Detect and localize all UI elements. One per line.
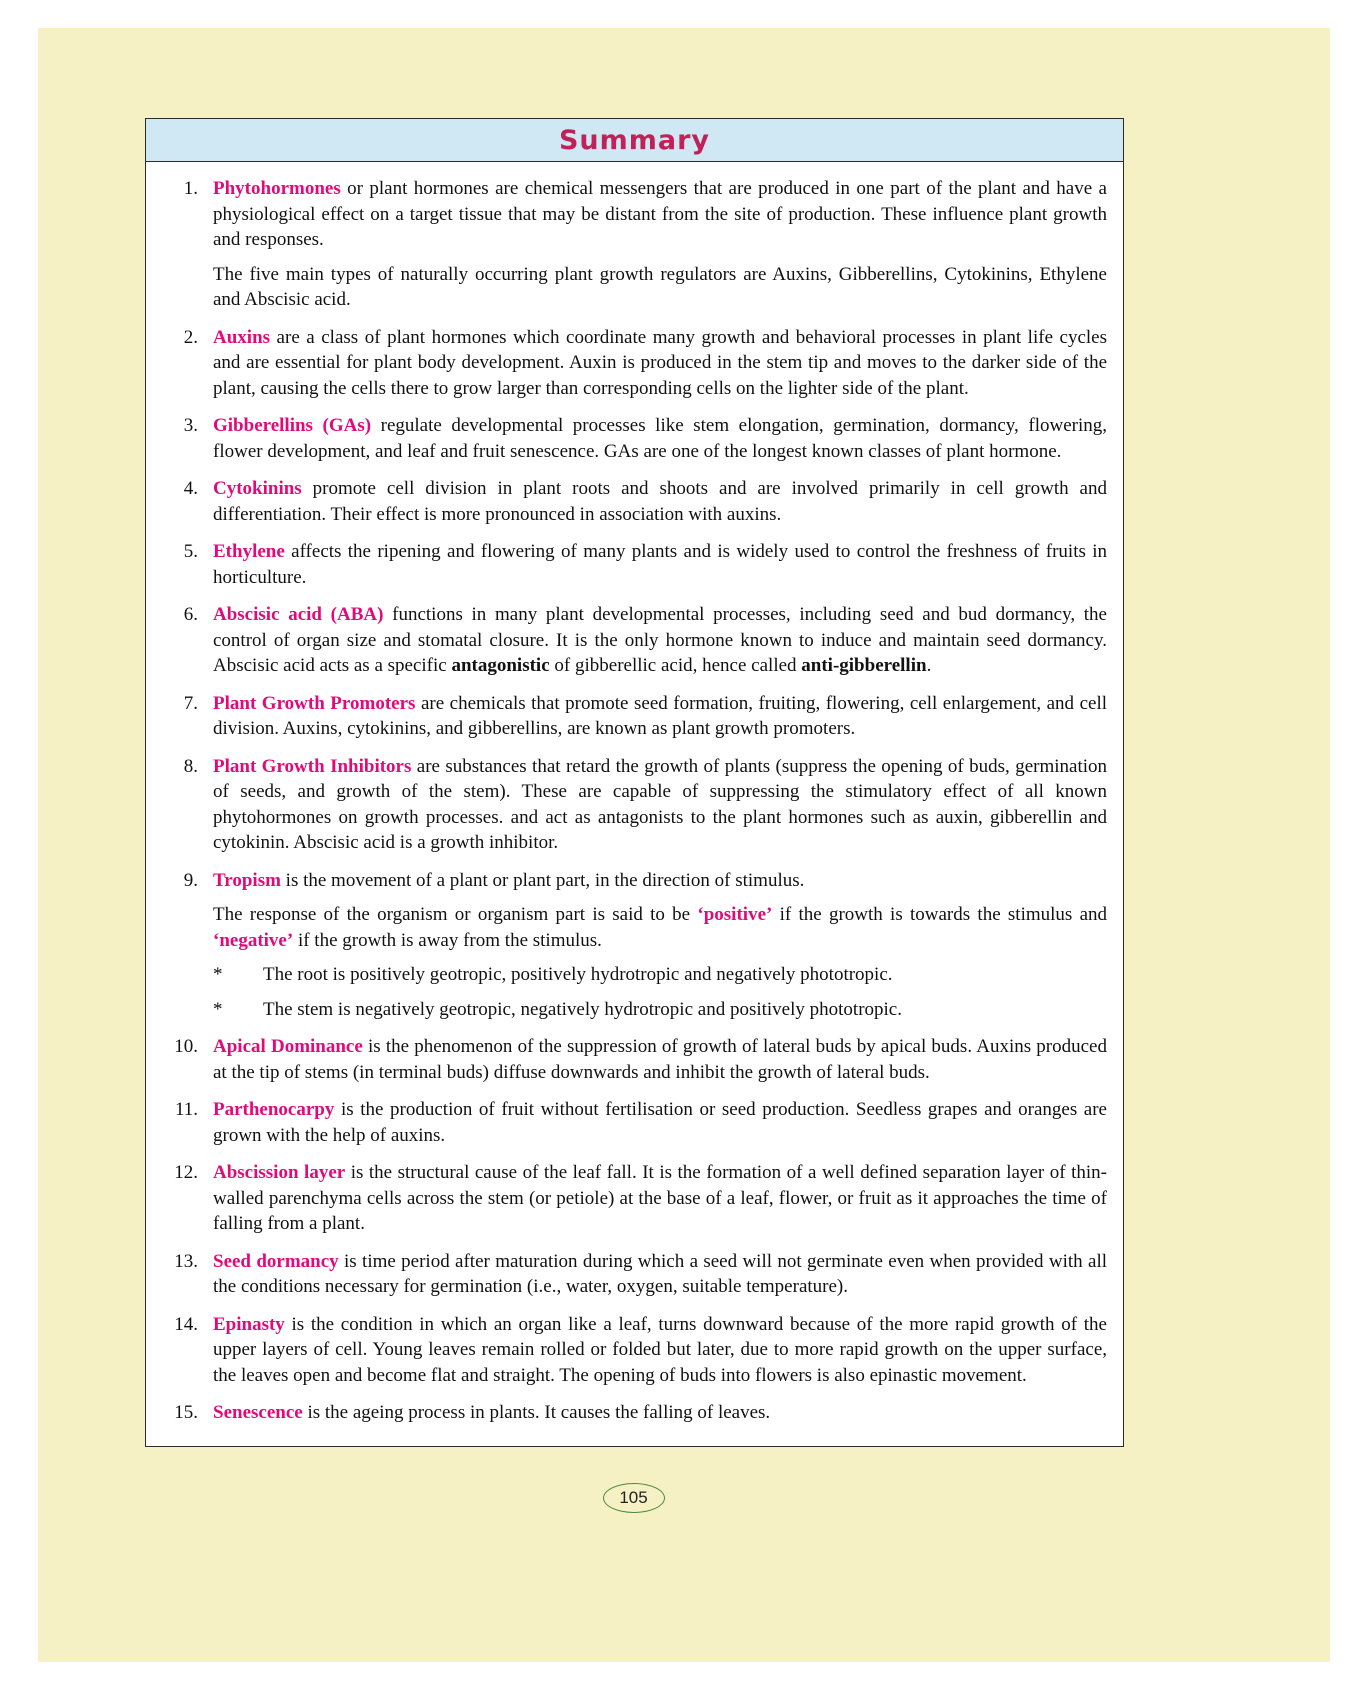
text-segment: is the condition in which an organ like a leaf, turns downward because of the more rapid growth of the upper layers of cell. Young leaves remain rolled or folded but later, due to more rapid growth on the upper surface, the leaves open and become flat and straight. The opening of buds into flowers is also epinastic movement. (213, 1313, 1107, 1386)
keyword-text: Cytokinins (213, 478, 302, 499)
summary-header (146, 119, 1123, 162)
item-body (213, 602, 1107, 679)
item-number: 10. (174, 1036, 198, 1057)
text-segment: are a class of plant hormones which coordinate many growth and behavioral processes in plant life cycles and are essential for plant body development. Auxin is produced in the stem tip and moves to the darker side of the plant, causing the cells there to grow larger than corresponding cells on the lighter side of the plant. (213, 326, 1107, 399)
item-body (213, 1249, 1107, 1300)
list-item (160, 413, 1107, 464)
summary-list (146, 162, 1123, 1446)
item-number: 8. (183, 755, 198, 777)
item-body (213, 1097, 1107, 1148)
item-paragraph (213, 902, 1107, 953)
list-item (160, 539, 1107, 590)
text-segment: of gibberellic acid, hence called (549, 655, 802, 676)
text-segment: regulate developmental processes like stem elongation, germination, dormancy, flowering, flower development, and leaf and fruit senescence. GAs are one of the longest known classes of plant hormone. (213, 415, 1107, 462)
item-paragraph (213, 476, 1107, 527)
item-paragraph (213, 1097, 1107, 1148)
item-paragraph (213, 539, 1107, 590)
text-segment: promote cell division in plant roots and shoots and are involved primarily in cell growth and differentiation. Their effect is more pronounced in association with auxins. (213, 478, 1107, 525)
list-item (160, 602, 1107, 679)
keyword-text: Gibberellins (GAs) (213, 415, 372, 436)
keyword-text: Tropism (213, 869, 281, 891)
item-number: 15. (174, 1402, 198, 1423)
item-number: 3. (183, 415, 198, 436)
summary-box (145, 118, 1124, 1447)
text-segment: affects the ripening and flowering of many plants and is widely used to control the freshness of fruits in horticulture. (213, 541, 1107, 588)
keyword-text: ‘positive’ (697, 904, 773, 925)
item-number: 11. (174, 1099, 198, 1120)
text-segment: if the growth is towards the stimulus and (772, 904, 1107, 925)
item-body (213, 1312, 1107, 1389)
item-body (213, 1034, 1107, 1085)
item-number: 9. (183, 869, 198, 891)
item-body (213, 1160, 1107, 1237)
keyword-text: Parthenocarpy (213, 1099, 335, 1120)
item-number: 1. (183, 178, 198, 199)
item-body (213, 1400, 1107, 1426)
item-paragraph (213, 1249, 1107, 1300)
text-segment: if the growth is away from the stimulus. (293, 929, 602, 951)
text-segment: . (926, 655, 932, 676)
item-body (213, 868, 1107, 1023)
text-segment: or plant hormones are chemical messengers that are produced in one part of the plant and have a physiological effect on a target tissue that may be distant from the site of production. These influence plant growth and responses. (213, 178, 1107, 250)
keyword-text: Epinasty (213, 1313, 285, 1335)
item-paragraph (213, 176, 1107, 253)
list-item (160, 1249, 1107, 1300)
bullet-marker: * (213, 998, 223, 1020)
item-paragraph (213, 868, 1107, 894)
text-segment: is the production of fruit without fertilisation or seed production. Seedless grapes and oranges are grown with the help of auxins. (213, 1099, 1107, 1146)
bullet-marker: * (213, 964, 223, 985)
item-number: 7. (183, 692, 198, 714)
item-bullet-paragraph (213, 962, 1107, 988)
item-paragraph (213, 262, 1107, 313)
item-paragraph (213, 691, 1107, 742)
list-item (160, 1097, 1107, 1148)
page-number-badge (603, 1483, 665, 1513)
keyword-text: Auxins (213, 326, 271, 348)
bullet-text (263, 997, 902, 1023)
keyword-text: ‘negative’ (213, 929, 294, 951)
item-paragraph (213, 602, 1107, 679)
item-paragraph (213, 754, 1107, 856)
list-item (160, 868, 1107, 1023)
list-item (160, 1400, 1107, 1426)
item-body (213, 539, 1107, 590)
item-body (213, 413, 1107, 464)
item-number: 4. (183, 478, 198, 499)
item-number: 5. (183, 541, 198, 562)
item-number: 14. (174, 1313, 198, 1335)
list-item (160, 1160, 1107, 1237)
text-segment: The root is positively geotropic, positively hydrotropic and negatively phototropic. (263, 964, 893, 985)
page-number: 105 (619, 1488, 648, 1507)
text-segment: is the ageing process in plants. It causes the falling of leaves. (302, 1402, 771, 1423)
item-body (213, 476, 1107, 527)
list-item (160, 691, 1107, 742)
text-segment: is the structural cause of the leaf fall. It is the formation of a well defined separation layer of thin-walled parenchyma cells across the stem (or petiole) at the base of a leaf, flower, or fruit as it approaches the time of falling from a plant. (213, 1162, 1107, 1234)
text-segment: The stem is negatively geotropic, negatively hydrotropic and positively phototropic. (263, 998, 902, 1020)
text-segment: is time period after maturation during which a seed will not germinate even when provided with all the conditions necessary for germination (i.e., water, oxygen, suitable temperature). (213, 1250, 1108, 1297)
text-segment: is the movement of a plant or plant part, in the direction of stimulus. (280, 869, 805, 891)
item-paragraph (213, 413, 1107, 464)
text-segment: The response of the organism or organism part is said to be (213, 904, 698, 925)
keyword-text: Seed dormancy (213, 1250, 339, 1272)
keyword-text: Abscission layer (213, 1162, 346, 1183)
item-body (213, 176, 1107, 313)
keyword-text: Apical Dominance (213, 1036, 363, 1057)
item-number: 13. (174, 1250, 198, 1272)
text-segment: The five main types of naturally occurring plant growth regulators are Auxins, Gibberellins, Cytokinins, Ethylene and Abscisic acid. (213, 263, 1107, 310)
keyword-text: Ethylene (213, 541, 285, 562)
item-body (213, 325, 1107, 402)
item-paragraph (213, 1034, 1107, 1085)
page-number-container (145, 1483, 1122, 1513)
list-item (160, 176, 1107, 313)
text-segment: are substances that retard the growth of plants (suppress the opening of buds, germination of seeds, and growth of the stem). These are capable of suppressing the stimulatory effect of all known phytohormones on growth processes. and act as antagonists to the plant hormones such as auxin, gibberellin and cytokinin. Abscisic acid is a growth inhibitor. (213, 755, 1108, 853)
list-item (160, 1034, 1107, 1085)
keyword-text: Plant Growth Inhibitors (213, 755, 412, 777)
text-segment: functions in many plant developmental processes, including seed and bud dormancy, the control of organ size and stomatal closure. It is the only hormone known to induce and maintain seed dormancy. Abscisic acid acts as a specific (213, 604, 1107, 676)
text-segment: are chemicals that promote seed formation, fruiting, flowering, cell enlargement, and cell division. Auxins, cytokinins, and gibberellins, are known as plant growth promoters. (213, 692, 1108, 739)
item-paragraph (213, 1160, 1107, 1237)
text-segment: anti-gibberellin (801, 655, 927, 676)
keyword-text: Plant Growth Promoters (213, 692, 416, 714)
textbook-page (38, 28, 1330, 1662)
item-paragraph (213, 1312, 1107, 1389)
item-paragraph (213, 1400, 1107, 1426)
list-item (160, 325, 1107, 402)
bullet-text (263, 962, 893, 988)
item-body (213, 691, 1107, 742)
page-title: Summary (558, 124, 711, 156)
item-paragraph (213, 325, 1107, 402)
item-number: 6. (183, 604, 198, 625)
list-item (160, 476, 1107, 527)
keyword-text: Abscisic acid (ABA) (213, 604, 384, 625)
keyword-text: Phytohormones (213, 178, 341, 199)
item-number: 12. (174, 1162, 198, 1183)
keyword-text: Senescence (213, 1402, 303, 1423)
list-item (160, 1312, 1107, 1389)
item-bullet-paragraph (213, 997, 1107, 1023)
text-segment: is the phenomenon of the suppression of growth of lateral buds by apical buds. Auxins produced at the tip of stems (in terminal buds) diffuse downwards and inhibit the growth of lateral buds. (213, 1036, 1107, 1083)
text-segment: antagonistic (451, 655, 550, 676)
item-body (213, 754, 1107, 856)
item-number: 2. (183, 326, 198, 348)
list-item (160, 754, 1107, 856)
